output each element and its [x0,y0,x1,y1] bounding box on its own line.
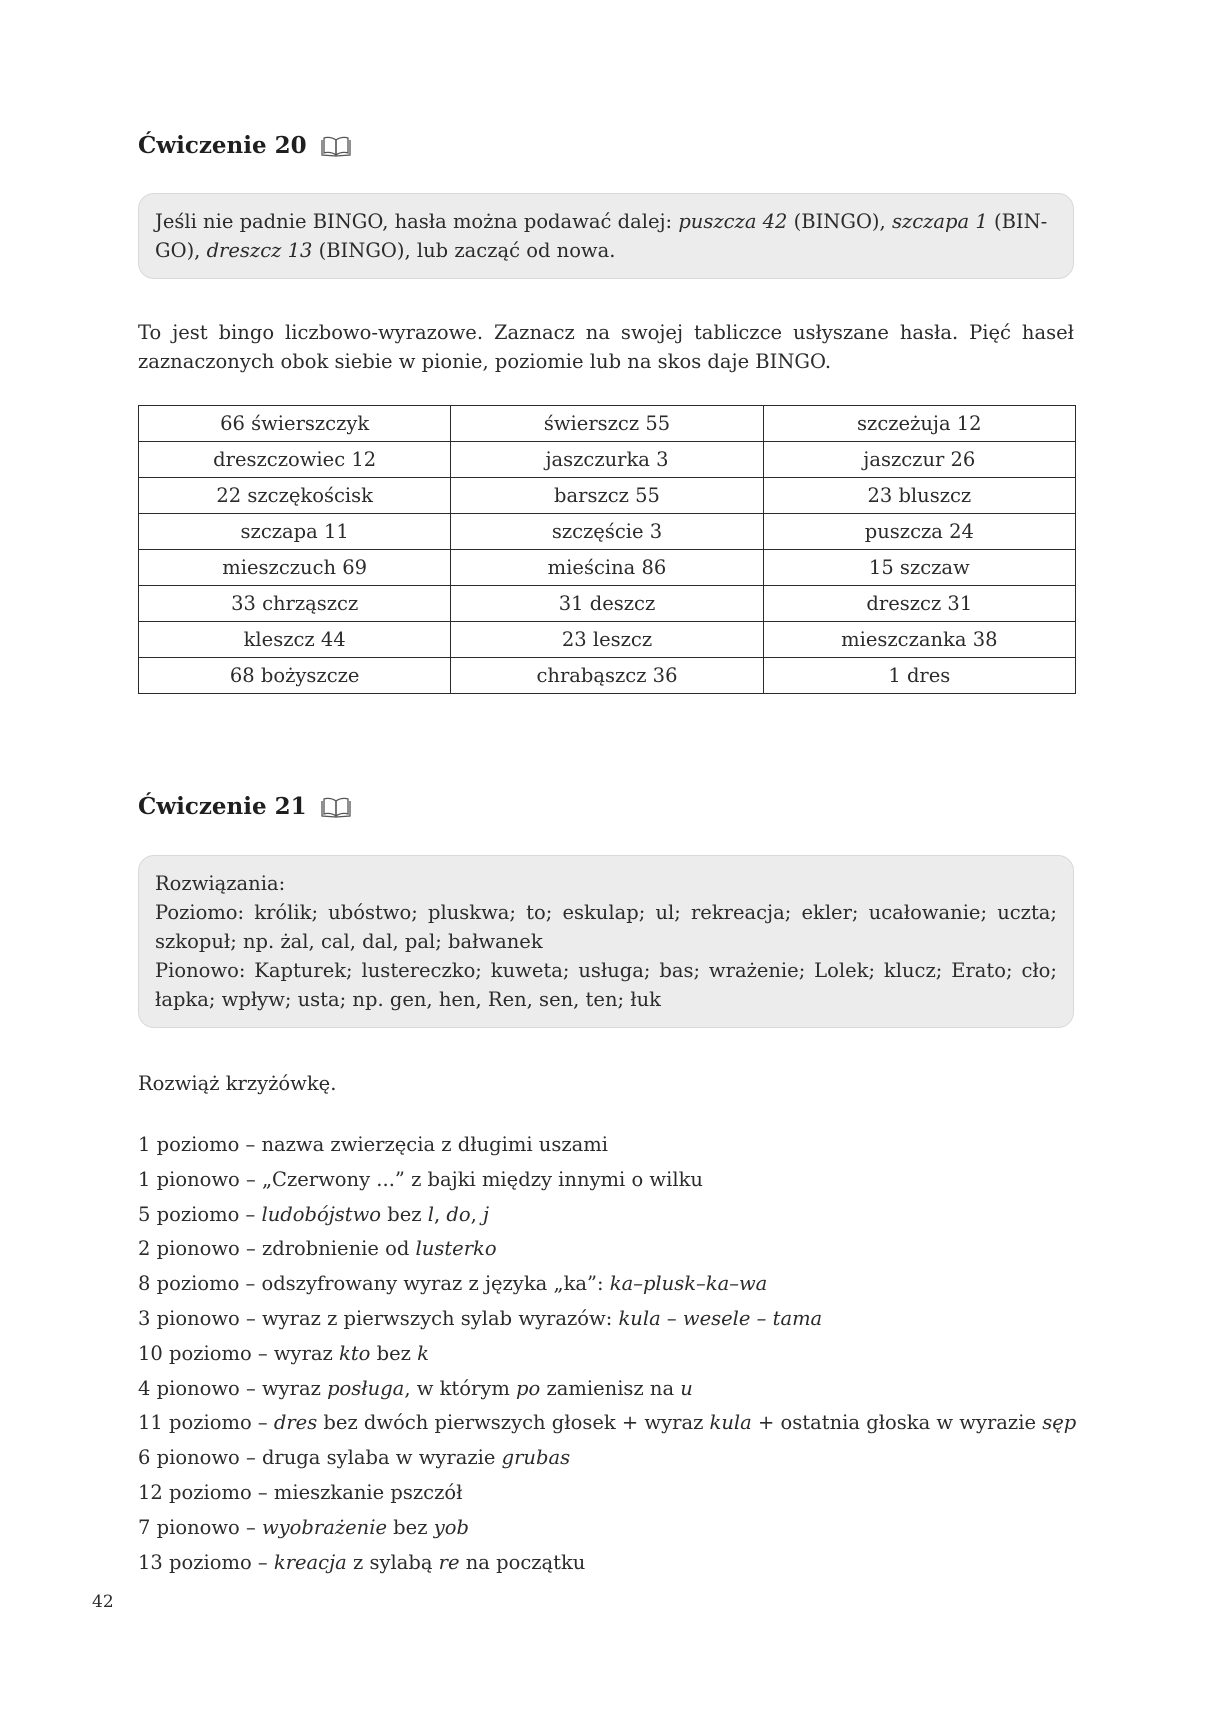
clue-italic: re [438,1550,460,1574]
exercise-21-instruction: Rozwiąż krzyżówkę. [138,1072,337,1095]
exercise-20-instruction: To jest bingo liczbowo-wyrazowe. Zaznacz na swojej tabliczce usłyszane hasła. Pięć haseł zaznaczonych obok siebie w pionie, poziomie lub na skos daje BINGO. [138,321,1074,373]
table-row [139,406,1076,442]
table-cell: jaszczurka 3 [451,442,763,478]
solutions-horizontal: Poziomo: królik; ubóstwo; pluskwa; to; eskulap; ul; rekreacja; ekler; ucałowanie; uczta; szkopuł; np. żal, cal, dal, pal; bałwanek [155,901,1057,953]
clue-italic: wyobrażenie [261,1515,387,1539]
clue-italic: kula [618,1306,661,1330]
book-icon [321,135,351,157]
clue-italic: u [680,1376,693,1400]
clue-6 [138,1302,1098,1337]
table-cell: 66 świerszczyk [139,406,451,442]
box-text: (BINGO), [787,210,892,233]
clue-italic: po [516,1376,541,1400]
box-italic: szczapa 1 [891,210,988,233]
table-cell: kleszcz 44 [139,622,451,658]
clue-text: 7 pionowo – [138,1515,262,1539]
clue-italic: l [427,1202,434,1226]
table-cell: 68 bożyszcze [139,658,451,694]
clue-italic: kto [339,1341,371,1365]
clue-text: zamienisz na [540,1376,681,1400]
table-row [139,442,1076,478]
table-cell: mieścina 86 [451,550,763,586]
clue-13 [138,1546,1098,1581]
clue-italic: wesele [682,1306,751,1330]
clue-8 [138,1372,1098,1407]
box-line-1 [155,207,1057,236]
exercise-21-heading [138,793,351,820]
exercise-20-title: Ćwiczenie 20 [138,132,307,159]
table-cell: puszcza 24 [763,514,1075,550]
book-icon [321,796,351,818]
box-text: (BIN- [987,210,1048,233]
clue-text: 5 poziomo – [138,1202,262,1226]
table-row [139,622,1076,658]
box-italic: dreszcz 13 [206,239,313,262]
table-row [139,586,1076,622]
clue-text: 8 poziomo – odszyfrowany wyraz z języka „ka”: [138,1272,610,1296]
clue-italic: lusterko [415,1237,497,1261]
clue-text: bez [381,1202,428,1226]
clue-text: , [470,1202,484,1226]
clue-italic: kula [709,1411,752,1435]
clue-italic: ka–plusk–ka–wa [609,1272,768,1296]
table-cell: chrabąszcz 36 [451,658,763,694]
table-cell: 23 leszcz [451,622,763,658]
clue-text: bez [386,1515,434,1539]
table-cell: 15 szczaw [763,550,1075,586]
clue-text: z sylabą [346,1550,439,1574]
clue-italic: dres [273,1411,318,1435]
table-cell: barszcz 55 [451,478,763,514]
clue-text: – [660,1306,683,1330]
clue-text: 6 pionowo – druga sylaba w wyrazie [138,1446,502,1470]
clue-text: bez [370,1341,418,1365]
table-row [139,478,1076,514]
table-cell: szczapa 11 [139,514,451,550]
box-italic: puszcza 42 [678,210,788,233]
bingo-table [138,405,1076,694]
table-cell: mieszczanka 38 [763,622,1075,658]
clue-9 [138,1406,1098,1441]
box-line-2 [155,236,1057,265]
clue-text: , w którym [404,1376,517,1400]
clue-text: bez dwóch pierwszych głosek + wyraz [317,1411,710,1435]
clue-text: na początku [459,1550,586,1574]
clue-text: 11 poziomo – [138,1411,274,1435]
table-cell: 23 bluszcz [763,478,1075,514]
table-cell: dreszcz 31 [763,586,1075,622]
clue-text: 10 poziomo – wyraz [138,1341,339,1365]
exercise-21-title: Ćwiczenie 21 [138,793,307,820]
table-cell: mieszczuch 69 [139,550,451,586]
table-cell: 22 szczękościsk [139,478,451,514]
table-cell: szczęście 3 [451,514,763,550]
clue-text: – [750,1306,773,1330]
crossword-clues [138,1128,1098,1580]
clue-italic: kreacja [273,1550,347,1574]
table-cell: 33 chrząszcz [139,586,451,622]
clue-11: 12 poziomo – mieszkanie pszczół [138,1480,463,1504]
table-row [139,658,1076,694]
exercise-20-heading [138,132,351,159]
clue-italic: k [417,1341,429,1365]
clue-text: 2 pionowo – zdrobnienie od [138,1237,416,1261]
page-number: 42 [92,1592,114,1612]
box-text: Jeśli nie padnie BINGO, hasła można podawać dalej: [155,210,679,233]
clue-italic: j [483,1202,490,1226]
box-text: (BINGO), lub zacząć od nowa. [312,239,616,262]
solutions-label: Rozwiązania: [155,872,286,895]
clue-italic: tama [772,1306,823,1330]
table-row [139,514,1076,550]
solutions-vertical: Pionowo: Kapturek; lustereczko; kuweta; usługa; bas; wrażenie; Lolek; klucz; Erato; cło; łapka; wpływ; usta; np. gen, hen, Ren, sen, ten; łuk [155,959,1057,1011]
clue-italic: sęp [1042,1411,1077,1435]
clue-1: 1 poziomo – nazwa zwierzęcia z długimi uszami [138,1133,608,1156]
clue-10 [138,1441,1098,1476]
clue-3 [138,1198,1098,1233]
box-text: GO), [155,239,207,262]
clue-4 [138,1232,1098,1267]
table-row [139,550,1076,586]
exercise-21-solution-box [138,855,1074,1028]
clue-italic: grubas [501,1446,571,1470]
clue-text: + ostatnia głoska w wyrazie [751,1411,1043,1435]
clue-italic: posługa [327,1376,405,1400]
clue-2: 1 pionowo – „Czerwony ...” z bajki między innymi o wilku [138,1167,703,1191]
clue-12 [138,1511,1098,1546]
table-cell: świerszcz 55 [451,406,763,442]
exercise-20-solution-box [138,193,1074,279]
clue-7 [138,1337,1098,1372]
clue-italic: yob [433,1515,469,1539]
clue-text: 4 pionowo – wyraz [138,1376,328,1400]
clue-5 [138,1267,1098,1302]
clue-text: 3 pionowo – wyraz z pierwszych sylab wyrazów: [138,1306,619,1330]
table-cell: 1 dres [763,658,1075,694]
clue-italic: ludobójstwo [261,1202,382,1226]
clue-italic: do [446,1202,471,1226]
clue-text: 13 poziomo – [138,1550,274,1574]
table-cell: dreszczowiec 12 [139,442,451,478]
table-cell: jaszczur 26 [763,442,1075,478]
clue-text: , [433,1202,447,1226]
table-cell: szczeżuja 12 [763,406,1075,442]
table-cell: 31 deszcz [451,586,763,622]
